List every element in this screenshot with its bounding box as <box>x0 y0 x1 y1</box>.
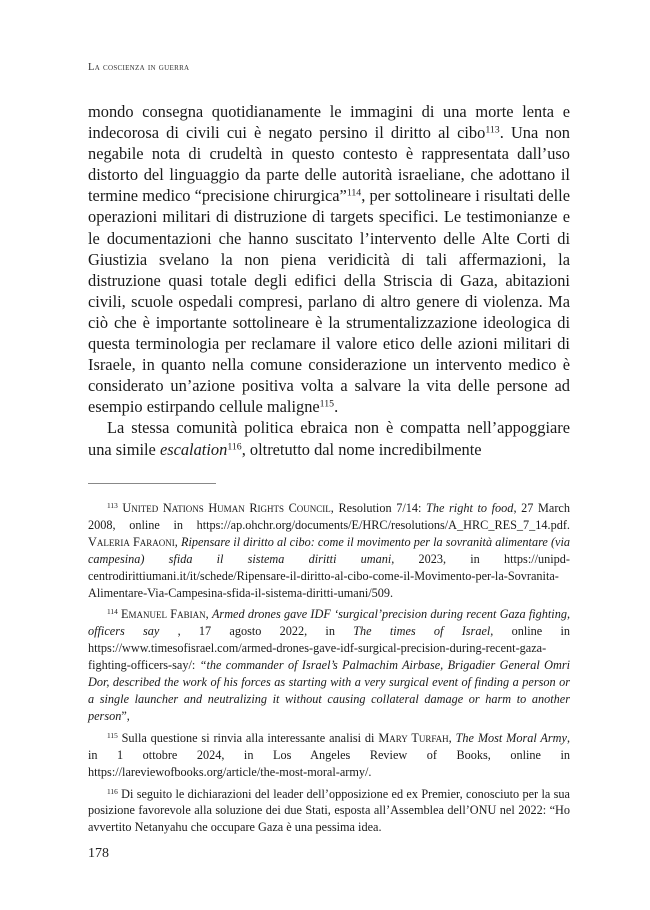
footnote-ref-113[interactable]: 113 <box>485 124 500 136</box>
text-run: , per sottolineare i risultati delle operazioni militari di distruzione di targets specifici. Le testimonianze e le documentazioni che hanno suscitato l’intervento delle Alte Corti di Giustizia svelano la non piena veridicità di tali affermazioni, la distruzione quasi totale degli edifici della Striscia di Gaza, abitazioni civili, scuole ospedali compresi, parlano di altro genere di violenza. Ma ciò che è importante sottolineare è la strumentalizzazione ideologica di questa terminologia per reclamare il valore etico delle azioni militari di Israele, in quanto nella comune considerazione un intervento medico è considerato un’azione positiva volta a salvare la vita delle persone ad esempio estirpando cellule maligne <box>88 186 570 417</box>
work-title: The right to food <box>426 501 514 515</box>
text-run: , 27 March 2008, online in https://ap.ohchr.org/documents/E/HRC/resolutions/A_HRC_RES_7_14.pdf. <box>88 501 570 532</box>
text-run: , <box>205 607 212 622</box>
text-run: mondo consegna quotidianamente le immagini di una morte lenta e indecorosa di civili cui è negato persino il diritto al cibo <box>88 102 570 143</box>
work-title: Ripensare il diritto al cibo: come il movimento per la sovranità alimentare (via campesina) sfida il sistema diritti umani <box>88 534 570 566</box>
work-title: Armed drones gave IDF ‘surgical’precision during recent Gaza fighting, officers say <box>88 607 571 639</box>
quotation: “the commander of Israel’s Palmachim Airbase, Brigadier General Omri Dor, described the work of his forces as starting with a very surgical event of finding a person or a single launcher and neutralizing it without causing collateral damage or harm to another person <box>88 658 571 723</box>
page-number: 178 <box>88 846 109 861</box>
text-run: , <box>174 534 181 549</box>
text-run: , in 1 ottobre 2024, in Los Angeles Review of Books, online in https://lareviewofbooks.org/article/the-most-moral-army/. <box>88 730 571 779</box>
main-text <box>88 101 570 460</box>
footnote-separator <box>88 483 216 484</box>
footnote-ref-114[interactable]: 114 <box>346 187 362 199</box>
footnote-number: 116 <box>107 786 118 796</box>
paragraph-2 <box>88 417 570 459</box>
text-run: , 2023, in https://unipd-centrodirittiumani.it/it/schede/Ripensare-il-diritto-al-cibo-come-il-Movimento-per-la-Sovranita-Alimentare-Via-Campesina-sfida-il-sistema-diritti-umani/509. <box>88 551 571 600</box>
footnote-116 <box>88 786 570 837</box>
work-title: The times of Israel <box>353 624 491 639</box>
text-run: ”, <box>121 708 130 723</box>
text-run: Di seguito le dichiarazioni del leader dell’opposizione ed ex Premier, conosciuto per la sua posizione favorevole alla soluzione dei due Stati, esposta all’Assemblea dell’ONU nel 2022: “Ho avvertito Netanyahu che occupare Gaza è una pessima idea. <box>88 786 570 835</box>
paragraph-1 <box>88 101 570 417</box>
footnote-ref-116[interactable]: 116 <box>227 441 242 453</box>
author-name: Emanuel Fabian <box>121 607 206 622</box>
author-name: Valeria Faraoni <box>88 534 175 549</box>
footnote-113 <box>88 500 570 601</box>
text-run: , <box>448 730 456 745</box>
text-run: . Una non negabile nota di crudeltà in questo contesto è rappresentata dall’uso distorto del linguaggio da parte delle autorità israeliane, che adottano il termine medico “precisione chirurgica” <box>88 123 570 206</box>
footnote-number: 115 <box>107 730 118 740</box>
footnotes <box>88 500 570 841</box>
text-run: , online in https://www.timesofisrael.com/armed-drones-gave-idf-surgical-precision-during-recent-gaza-fighting-officers-say/: <box>88 624 571 673</box>
footnote-number: 113 <box>107 500 118 510</box>
text-run: Sulla questione si rinvia alla interessante analisi di <box>117 730 379 745</box>
text-run: , Resolution 7/14: <box>330 501 427 515</box>
work-title: The Most Moral Army <box>455 730 567 745</box>
text-run: . <box>334 397 339 417</box>
footnote-114 <box>88 606 570 724</box>
text-run: , oltretutto dal nome incredibilmente <box>241 439 482 459</box>
author-name: United Nations Human Rights Council <box>122 501 331 515</box>
running-head: La coscienza in guerra <box>88 62 190 73</box>
author-name: Mary Turfah <box>378 730 449 745</box>
footnote-number: 114 <box>107 607 118 617</box>
emphasis: escalation <box>159 439 228 459</box>
footnote-ref-115[interactable]: 115 <box>319 398 335 410</box>
text-run: La stessa comunità politica ebraica non è compatta nell’appoggiare una simile <box>88 418 570 459</box>
text-run: , 17 agosto 2022, in <box>159 624 354 639</box>
footnote-115 <box>88 730 570 781</box>
